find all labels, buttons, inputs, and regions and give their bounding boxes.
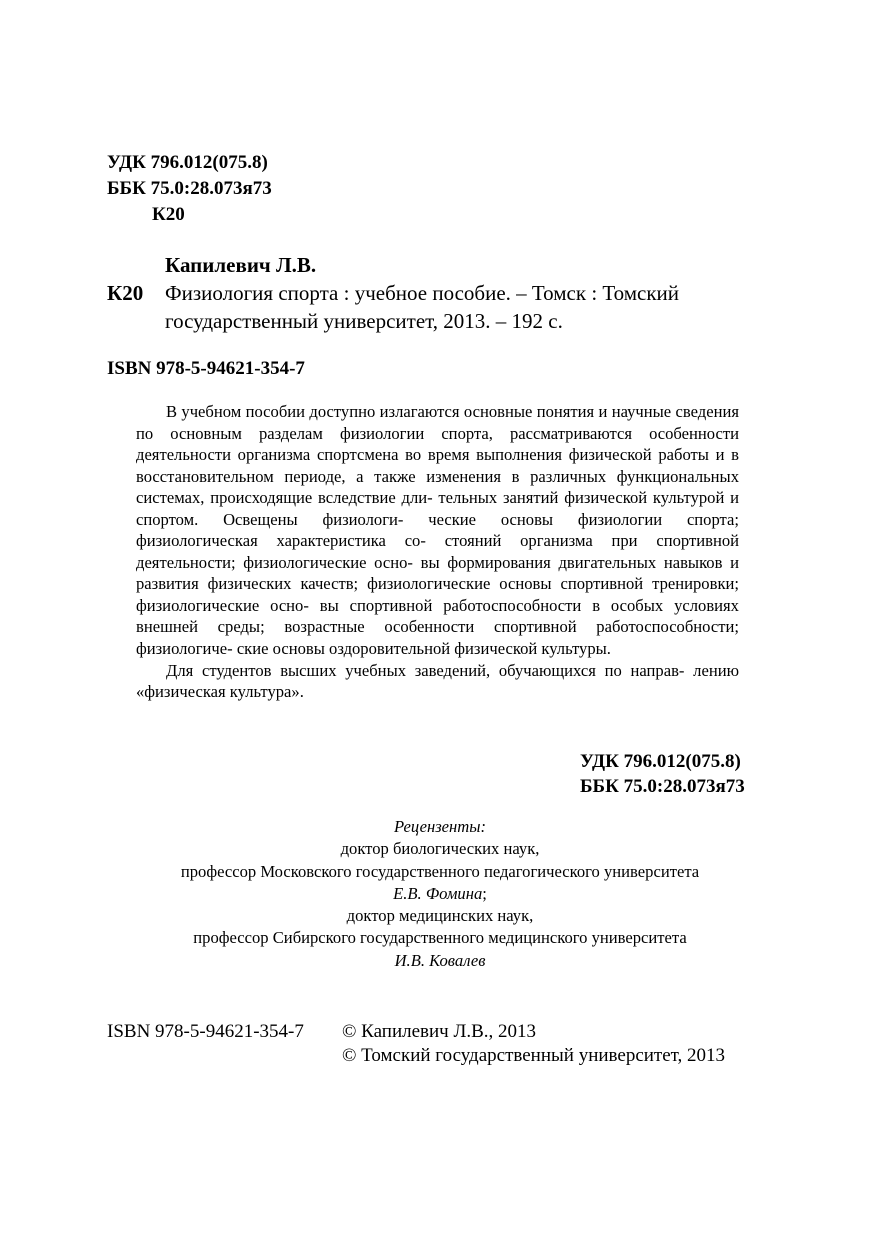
abstract-paragraph	[136, 401, 739, 660]
abstract	[136, 401, 739, 703]
abstract-line: вы спортивной работоспособности в особых условиях внешней среды;	[136, 595, 739, 637]
abstract-line: В учебном пособии доступно излагаются основные понятия и научные	[166, 402, 672, 421]
reviewer-2-name: И.В. Ковалев	[394, 950, 486, 970]
copyright-university: © Томский государственный университет, 2013	[342, 1045, 726, 1066]
title-line-2: государственный университет, 2013. – 192 с.	[165, 309, 563, 333]
abstract-line: сведения по основным разделам физиологии спорта, рассматриваются	[136, 402, 739, 443]
abstract-line: ские основы оздоровительной физической культуры.	[236, 639, 611, 659]
bbk-code-right: ББК 75.0:28.073я73	[580, 776, 745, 797]
abstract-line: вы формирования двигательных навыков и развития физических качеств;	[136, 552, 739, 594]
reviewers-block	[100, 816, 780, 972]
udk-code: УДК 796.012(075.8)	[107, 152, 268, 173]
reviewer-1-position: профессор Московского государственного педагогического университета	[180, 861, 700, 881]
reviewer-separator: ;	[482, 883, 487, 903]
abstract-line: различных функциональных системах, происходящие вследствие дли-	[136, 466, 739, 508]
copyright-author: © Капилевич Л.В., 2013	[342, 1021, 537, 1042]
abstract-line: тельных занятий физической культурой и спортом. Освещены физиологи-	[136, 488, 739, 529]
udk-code-right: УДК 796.012(075.8)	[580, 751, 741, 772]
abstract-line: физиологические основы спортивной тренировки; физиологические осно-	[136, 574, 739, 615]
reviewer-2-position: профессор Сибирского государственного медицинского университета	[193, 928, 687, 948]
title-line-1: Физиология спорта : учебное пособие. – Томск : Томский	[165, 281, 680, 305]
audience-line: лению «физическая культура».	[136, 660, 739, 702]
reviewers-heading: Рецензенты:	[393, 817, 487, 836]
reviewer-2-degree: доктор медицинских наук,	[346, 906, 534, 926]
reviewer-1-name: Е.В. Фомина	[393, 883, 483, 903]
abstract-line: физической работы и в восстановительном периоде, а также изменения в	[136, 445, 739, 486]
bbk-code: ББК 75.0:28.073я73	[107, 178, 272, 199]
isbn-bold: ISBN 978-5-94621-354-7	[107, 358, 305, 379]
abstract-line: особенности деятельности организма спортсмена во время выполнения	[136, 423, 739, 465]
abstract-line: стояний организма при спортивной деятельности; физиологические осно-	[136, 531, 739, 572]
reviewer-1-degree: доктор биологических наук,	[340, 839, 540, 859]
footer-isbn: ISBN 978-5-94621-354-7	[107, 1021, 304, 1042]
abstract-line: ческие основы физиологии спорта; физиологическая характеристика со-	[136, 509, 739, 551]
audience-line: Для студентов высших учебных заведений, обучающихся по направ-	[166, 660, 685, 680]
reviewer-1-name-line	[100, 883, 780, 905]
author-sign-code: К20	[152, 204, 185, 225]
audience-paragraph	[136, 660, 739, 703]
catalog-code: К20	[107, 281, 144, 305]
abstract-line: возрастные особенности спортивной работоспособности; физиологиче-	[136, 617, 739, 659]
author-name: Капилевич Л.В.	[165, 253, 317, 277]
